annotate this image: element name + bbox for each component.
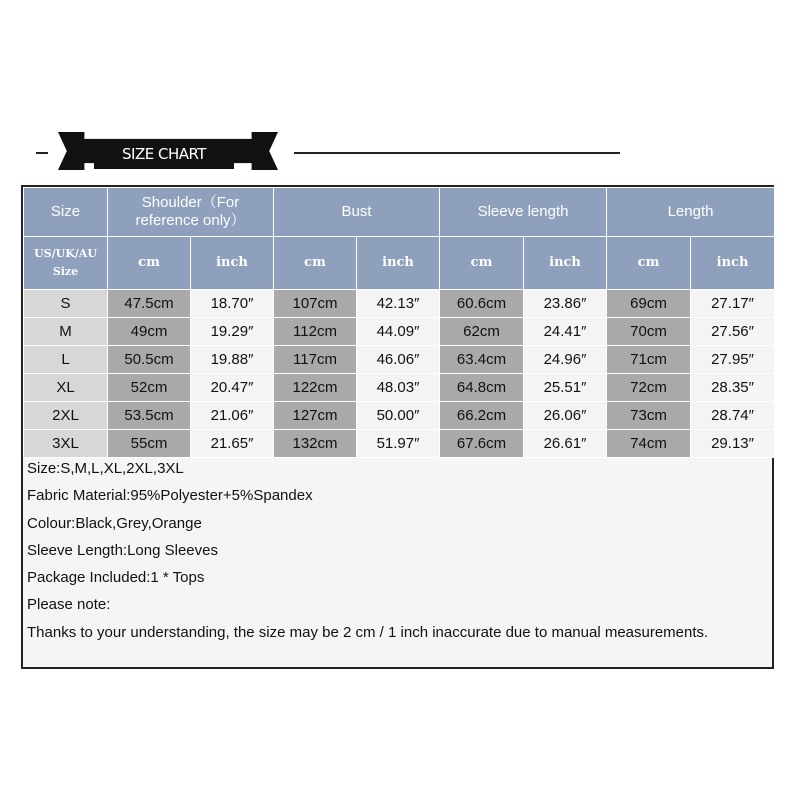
table-row [24, 374, 775, 402]
unit-header-cm: cm [607, 237, 691, 290]
product-notes [27, 455, 772, 646]
unit-header-size-line2: Size [52, 265, 79, 278]
title-right-rule [294, 152, 620, 154]
table-row [24, 318, 775, 346]
cell-size: XL [24, 374, 108, 402]
unit-header-inch: inch [191, 237, 274, 290]
unit-header-cm: cm [440, 237, 524, 290]
cell-bust-inch: 51.97″ [357, 430, 440, 458]
unit-header-inch: inch [691, 237, 775, 290]
page-title: SIZE CHART [94, 139, 234, 169]
cell-bust-inch: 48.03″ [357, 374, 440, 402]
size-chart-title-bar [36, 128, 586, 174]
cell-sleeve-inch: 24.96″ [524, 346, 607, 374]
cell-shoulder-cm: 50.5cm [108, 346, 191, 374]
cell-shoulder-cm: 52cm [108, 374, 191, 402]
cell-sleeve-inch: 23.86″ [524, 290, 607, 318]
cell-sleeve-inch: 24.41″ [524, 318, 607, 346]
cell-size: M [24, 318, 108, 346]
cell-shoulder-inch: 21.06″ [191, 402, 274, 430]
cell-shoulder-inch: 20.47″ [191, 374, 274, 402]
note-package: Package Included:1 * Tops [27, 569, 205, 587]
cell-sleeve-cm: 62cm [440, 318, 524, 346]
cell-bust-cm: 122cm [274, 374, 357, 402]
table-row [24, 430, 775, 458]
header-size: Size [24, 188, 108, 237]
title-left-dash [36, 152, 48, 154]
cell-sleeve-cm: 64.8cm [440, 374, 524, 402]
cell-bust-cm: 127cm [274, 402, 357, 430]
size-chart-panel [21, 185, 774, 669]
cell-bust-inch: 50.00″ [357, 402, 440, 430]
cell-length-inch: 28.74″ [691, 402, 775, 430]
cell-length-inch: 27.17″ [691, 290, 775, 318]
cell-length-cm: 69cm [607, 290, 691, 318]
cell-shoulder-cm: 55cm [108, 430, 191, 458]
cell-size: 3XL [24, 430, 108, 458]
cell-length-cm: 71cm [607, 346, 691, 374]
cell-bust-inch: 46.06″ [357, 346, 440, 374]
note-please-note: Please note: [27, 596, 111, 614]
cell-shoulder-cm: 53.5cm [108, 402, 191, 430]
cell-length-cm: 73cm [607, 402, 691, 430]
unit-header-size-line1: US/UK/AU [34, 247, 97, 260]
cell-bust-cm: 117cm [274, 346, 357, 374]
cell-sleeve-inch: 26.06″ [524, 402, 607, 430]
header-shoulder-line2: reference only） [135, 212, 246, 229]
cell-bust-cm: 107cm [274, 290, 357, 318]
cell-size: L [24, 346, 108, 374]
table-row [24, 346, 775, 374]
cell-sleeve-cm: 67.6cm [440, 430, 524, 458]
unit-header-inch: inch [524, 237, 607, 290]
table-row [24, 402, 775, 430]
header-shoulder-line1: Shoulder（For [141, 194, 240, 211]
cell-bust-inch: 44.09″ [357, 318, 440, 346]
unit-header-cm: cm [274, 237, 357, 290]
note-colour: Colour:Black,Grey,Orange [27, 514, 202, 532]
cell-shoulder-inch: 19.88″ [191, 346, 274, 374]
note-sleeve-length: Sleeve Length:Long Sleeves [27, 541, 218, 559]
note-fabric: Fabric Material:95%Polyester+5%Spandex [27, 487, 313, 505]
note-disclaimer: Thanks to your understanding, the size may be 2 cm / 1 inch inaccurate due to manual measurements. [27, 623, 709, 641]
cell-bust-cm: 132cm [274, 430, 357, 458]
cell-shoulder-cm: 47.5cm [108, 290, 191, 318]
cell-bust-inch: 42.13″ [357, 290, 440, 318]
cell-length-inch: 27.56″ [691, 318, 775, 346]
unit-header-size [24, 237, 108, 290]
cell-sleeve-cm: 63.4cm [440, 346, 524, 374]
note-sizes: Size:S,M,L,XL,2XL,3XL [27, 460, 184, 477]
cell-length-cm: 70cm [607, 318, 691, 346]
cell-shoulder-inch: 18.70″ [191, 290, 274, 318]
cell-sleeve-inch: 25.51″ [524, 374, 607, 402]
cell-sleeve-cm: 60.6cm [440, 290, 524, 318]
cell-length-cm: 72cm [607, 374, 691, 402]
header-bust: Bust [274, 188, 440, 237]
table-header-row [24, 188, 775, 237]
cell-shoulder-inch: 19.29″ [191, 318, 274, 346]
header-sleeve-length: Sleeve length [440, 188, 607, 237]
size-table [23, 187, 775, 458]
cell-size: 2XL [24, 402, 108, 430]
cell-length-inch: 28.35″ [691, 374, 775, 402]
table-unit-row [24, 237, 775, 290]
cell-sleeve-cm: 66.2cm [440, 402, 524, 430]
cell-sleeve-inch: 26.61″ [524, 430, 607, 458]
cell-shoulder-cm: 49cm [108, 318, 191, 346]
cell-shoulder-inch: 21.65″ [191, 430, 274, 458]
cell-bust-cm: 112cm [274, 318, 357, 346]
cell-size: S [24, 290, 108, 318]
cell-length-cm: 74cm [607, 430, 691, 458]
unit-header-inch: inch [357, 237, 440, 290]
unit-header-cm: cm [108, 237, 191, 290]
table-row [24, 290, 775, 318]
cell-length-inch: 27.95″ [691, 346, 775, 374]
header-length: Length [607, 188, 775, 237]
cell-length-inch: 29.13″ [691, 430, 775, 458]
header-shoulder [108, 188, 274, 237]
